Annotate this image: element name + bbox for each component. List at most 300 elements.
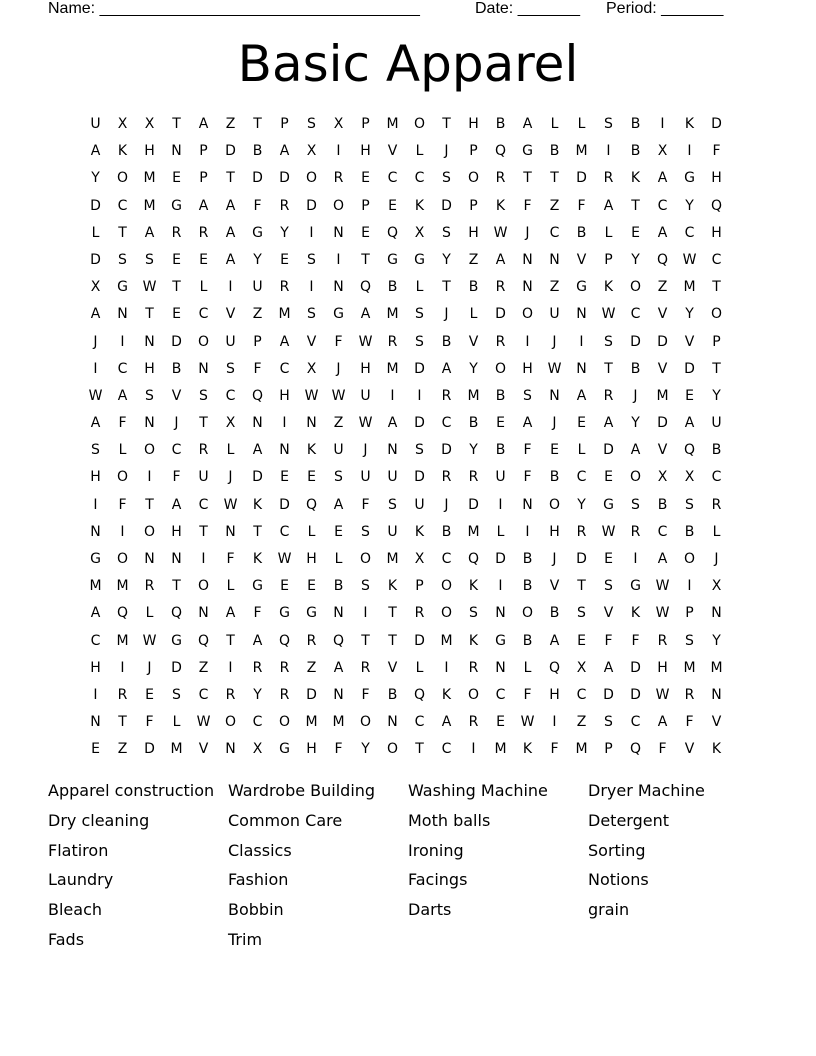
grid-letter: D <box>657 415 668 432</box>
grid-letter: H <box>279 387 290 404</box>
grid-letter: T <box>145 496 154 513</box>
grid-letter: A <box>252 632 263 649</box>
grid-letter: F <box>172 469 181 486</box>
grid-letter: S <box>442 224 451 241</box>
grid-letter: A <box>549 632 560 649</box>
grid-letter: H <box>90 659 101 676</box>
grid-letter: D <box>495 306 506 323</box>
grid-letter: I <box>444 659 449 676</box>
grid-letter: H <box>549 686 560 703</box>
grid-letter: E <box>604 469 613 486</box>
grid-letter: O <box>521 306 534 323</box>
grid-letter: R <box>711 496 722 513</box>
grid-letter: Y <box>469 360 478 377</box>
grid-letter: R <box>468 714 479 731</box>
grid-letter: D <box>630 333 641 350</box>
grid-letter: Q <box>251 387 264 404</box>
grid-letter: D <box>252 469 263 486</box>
grid-letter: S <box>172 686 181 703</box>
grid-letter: S <box>361 578 370 595</box>
grid-letter: W <box>655 605 670 622</box>
grid-letter: R <box>252 659 263 676</box>
grid-letter: I <box>93 496 98 513</box>
grid-letter: J <box>552 551 557 567</box>
grid-letter: V <box>657 360 668 377</box>
grid-letter: F <box>253 605 262 622</box>
grid-letter: R <box>279 279 290 296</box>
date-field-label: Date: _______ <box>475 0 580 17</box>
grid-letter: K <box>441 686 452 703</box>
grid-letter: B <box>252 143 263 160</box>
grid-letter: C <box>630 714 641 731</box>
grid-letter: A <box>171 496 182 513</box>
grid-letter: I <box>120 659 125 676</box>
grid-letter: O <box>197 578 210 595</box>
grid-letter: G <box>684 170 695 187</box>
grid-letter: T <box>361 251 370 268</box>
grid-letter: P <box>685 605 694 622</box>
grid-letter: K <box>495 197 506 214</box>
grid-letter: K <box>414 197 425 214</box>
grid-letter: B <box>333 578 344 595</box>
grid-letter: O <box>332 197 345 214</box>
grid-letter: O <box>548 496 561 513</box>
grid-letter: L <box>415 143 424 160</box>
grid-letter: R <box>468 659 479 676</box>
grid-letter: M <box>116 632 129 649</box>
grid-letter: C <box>441 551 452 567</box>
grid-letter: T <box>442 279 451 296</box>
grid-letter: E <box>280 251 289 268</box>
grid-letter: L <box>550 116 559 132</box>
grid-letter: R <box>441 469 452 486</box>
grid-letter: E <box>685 387 694 404</box>
grid-letter: I <box>687 143 692 160</box>
grid-letter: L <box>523 659 532 676</box>
grid-letter: X <box>333 116 344 132</box>
word-list <box>48 778 768 957</box>
grid-letter: B <box>495 116 506 132</box>
grid-letter: O <box>305 170 318 187</box>
grid-letter: E <box>604 551 613 567</box>
grid-letter: N <box>387 442 398 459</box>
grid-letter: A <box>252 442 263 459</box>
grid-letter: S <box>145 251 154 268</box>
grid-letter: O <box>359 714 372 731</box>
grid-letter: A <box>603 415 614 432</box>
grid-letter: R <box>360 659 371 676</box>
grid-letter: N <box>225 741 236 758</box>
grid-letter: G <box>252 224 263 241</box>
grid-letter: X <box>414 551 425 567</box>
grid-letter: I <box>579 333 584 350</box>
grid-letter: I <box>228 279 233 296</box>
grid-letter: N <box>522 496 533 513</box>
grid-letter: C <box>198 496 209 513</box>
grid-letter: W <box>358 333 373 350</box>
grid-letter: O <box>467 170 480 187</box>
grid-letter: R <box>171 224 182 241</box>
grid-letter: S <box>442 170 451 187</box>
grid-letter: R <box>414 605 425 622</box>
grid-letter: A <box>279 143 290 160</box>
grid-letter: F <box>145 714 154 731</box>
grid-letter: S <box>604 333 613 350</box>
grid-letter: I <box>120 523 125 540</box>
grid-letter: D <box>441 197 452 214</box>
grid-letter: M <box>683 279 696 296</box>
grid-letter: S <box>118 251 127 268</box>
grid-letter: C <box>549 224 560 241</box>
grid-letter: Y <box>631 415 640 432</box>
grid-letter: G <box>576 279 587 296</box>
grid-letter: K <box>414 523 425 540</box>
grid-letter: E <box>307 578 316 595</box>
grid-letter: A <box>522 415 533 432</box>
grid-letter: L <box>226 442 235 459</box>
grid-letter: D <box>414 469 425 486</box>
grid-letter: B <box>441 523 452 540</box>
grid-letter: V <box>657 306 668 323</box>
grid-letter: R <box>495 279 506 296</box>
grid-letter: K <box>468 632 479 649</box>
page-title: Basic Apparel <box>237 35 579 93</box>
grid-letter: Z <box>549 197 560 214</box>
grid-letter: Y <box>685 197 694 214</box>
grid-letter: T <box>631 197 640 214</box>
grid-letter: F <box>523 686 532 703</box>
grid-letter: K <box>522 741 533 758</box>
grid-letter: D <box>306 686 317 703</box>
grid-letter: B <box>630 360 641 377</box>
grid-letter: R <box>441 387 452 404</box>
grid-letter: M <box>332 714 345 731</box>
grid-letter: F <box>604 632 613 649</box>
grid-letter: D <box>576 170 587 187</box>
grid-letter: N <box>198 360 209 377</box>
grid-letter: Q <box>494 143 507 160</box>
grid-letter: S <box>307 306 316 323</box>
grid-letter: S <box>226 360 235 377</box>
grid-letter: T <box>388 632 397 649</box>
grid-letter: Q <box>629 741 642 758</box>
grid-letter: E <box>280 469 289 486</box>
grid-letter: S <box>523 387 532 404</box>
grid-letter: D <box>603 442 614 459</box>
word-list-item: Washing Machine <box>408 781 548 800</box>
grid-letter: N <box>522 279 533 296</box>
grid-letter: T <box>226 170 235 187</box>
grid-letter: W <box>520 714 535 731</box>
grid-letter: N <box>495 659 506 676</box>
grid-letter: D <box>414 360 425 377</box>
word-list-item: Bleach <box>48 900 103 920</box>
grid-letter: S <box>415 333 424 350</box>
grid-letter: Q <box>413 686 426 703</box>
grid-letter: O <box>494 360 507 377</box>
grid-letter: W <box>601 306 616 323</box>
grid-letter: U <box>360 387 371 404</box>
grid-letter: G <box>522 143 533 160</box>
grid-letter: Y <box>712 632 721 649</box>
grid-letter: W <box>601 523 616 540</box>
grid-letter: C <box>198 686 209 703</box>
grid-letter: O <box>224 714 237 731</box>
grid-letter: R <box>279 686 290 703</box>
period-field-label: Period: _______ <box>606 0 724 17</box>
grid-letter: F <box>550 741 559 758</box>
grid-letter: N <box>117 306 128 323</box>
grid-letter: D <box>279 496 290 513</box>
grid-letter: M <box>683 659 696 676</box>
grid-letter: Y <box>91 170 100 187</box>
grid-letter: H <box>171 523 182 540</box>
grid-letter: H <box>360 360 371 377</box>
grid-letter: A <box>90 143 101 160</box>
grid-letter: R <box>603 170 614 187</box>
grid-letter: R <box>495 170 506 187</box>
grid-letter: E <box>334 523 343 540</box>
grid-letter: F <box>712 143 721 160</box>
grid-letter: A <box>198 116 209 132</box>
grid-letter: C <box>279 523 290 540</box>
grid-letter: G <box>252 578 263 595</box>
grid-letter: R <box>279 659 290 676</box>
grid-letter: K <box>630 605 641 622</box>
grid-letter: J <box>363 442 368 459</box>
grid-letter: R <box>630 523 641 540</box>
grid-letter: P <box>361 197 370 214</box>
grid-letter: L <box>496 523 505 540</box>
grid-letter: H <box>549 523 560 540</box>
grid-letter: P <box>253 333 262 350</box>
grid-letter: N <box>495 605 506 622</box>
grid-letter: R <box>279 197 290 214</box>
grid-letter: C <box>90 632 101 649</box>
grid-letter: Y <box>253 251 262 268</box>
grid-letter: E <box>496 415 505 432</box>
grid-letter: A <box>387 415 398 432</box>
grid-letter: D <box>90 197 101 214</box>
grid-letter: X <box>252 741 263 758</box>
grid-letter: N <box>144 333 155 350</box>
grid-letter: Y <box>280 224 289 241</box>
grid-letter: J <box>633 387 638 404</box>
grid-letter: X <box>684 469 695 486</box>
grid-letter: A <box>657 551 668 567</box>
grid-letter: R <box>576 523 587 540</box>
grid-letter: P <box>712 333 721 350</box>
grid-letter: A <box>225 251 236 268</box>
grid-letter: M <box>386 551 399 567</box>
grid-letter: H <box>711 224 722 241</box>
grid-letter: S <box>604 714 613 731</box>
grid-letter: K <box>603 279 614 296</box>
grid-letter: L <box>118 442 127 459</box>
grid-letter: D <box>414 632 425 649</box>
grid-letter: E <box>361 170 370 187</box>
grid-letter: F <box>253 360 262 377</box>
grid-letter: Y <box>577 496 586 513</box>
grid-letter: F <box>226 551 235 567</box>
grid-letter: T <box>577 578 586 595</box>
grid-letter: T <box>226 632 235 649</box>
grid-letter: S <box>91 442 100 459</box>
grid-letter: Z <box>198 659 209 676</box>
grid-letter: F <box>361 496 370 513</box>
grid-letter: G <box>90 551 101 567</box>
grid-letter: I <box>633 551 638 567</box>
grid-letter: A <box>225 197 236 214</box>
grid-letter: A <box>90 415 101 432</box>
grid-letter: B <box>576 224 587 241</box>
grid-letter: R <box>198 442 209 459</box>
grid-letter: C <box>414 714 425 731</box>
grid-letter: Q <box>710 197 723 214</box>
grid-letter: T <box>145 306 154 323</box>
grid-letter: C <box>495 686 506 703</box>
grid-letter: J <box>336 360 341 377</box>
grid-letter: T <box>172 116 181 132</box>
grid-letter: D <box>468 496 479 513</box>
grid-letter: S <box>361 523 370 540</box>
grid-letter: E <box>496 714 505 731</box>
grid-letter: C <box>684 224 695 241</box>
grid-letter: Q <box>278 632 291 649</box>
grid-letter: T <box>253 523 262 540</box>
grid-letter: H <box>306 551 317 567</box>
grid-letter: O <box>413 116 426 132</box>
grid-letter: O <box>143 523 156 540</box>
grid-letter: I <box>336 143 341 160</box>
grid-letter: V <box>198 741 209 758</box>
name-field-label: Name: ____________________________________ <box>48 0 420 17</box>
word-list-item: Darts <box>408 900 452 920</box>
grid-letter: T <box>712 360 721 377</box>
grid-letter: L <box>415 659 424 676</box>
grid-letter: B <box>441 333 452 350</box>
grid-letter: I <box>525 523 530 540</box>
grid-letter: O <box>359 551 372 567</box>
grid-letter: N <box>144 551 155 567</box>
grid-letter: D <box>144 741 155 758</box>
grid-letter: I <box>390 387 395 404</box>
grid-letter: R <box>333 170 344 187</box>
grid-letter: F <box>631 632 640 649</box>
grid-letter: W <box>358 415 373 432</box>
grid-letter: N <box>198 605 209 622</box>
grid-letter: P <box>469 143 478 160</box>
grid-letter: H <box>657 659 668 676</box>
grid-letter: O <box>629 279 642 296</box>
grid-letter: L <box>91 224 100 241</box>
grid-letter: E <box>577 415 586 432</box>
grid-letter: W <box>331 387 346 404</box>
grid-letter: F <box>118 496 127 513</box>
grid-letter: D <box>171 659 182 676</box>
grid-letter: M <box>170 741 183 758</box>
grid-letter: A <box>360 306 371 323</box>
grid-letter: U <box>252 279 263 296</box>
grid-letter: X <box>414 224 425 241</box>
grid-letter: M <box>710 659 723 676</box>
word-list-item: Bobbin <box>228 900 284 920</box>
grid-letter: Q <box>170 605 183 622</box>
grid-letter: V <box>171 387 182 404</box>
grid-letter: U <box>333 442 344 459</box>
grid-letter: Z <box>306 659 317 676</box>
grid-letter: P <box>361 116 370 132</box>
grid-letter: X <box>657 143 668 160</box>
grid-letter: Y <box>469 442 478 459</box>
grid-letter: F <box>118 415 127 432</box>
grid-letter: K <box>306 442 317 459</box>
grid-letter: O <box>629 469 642 486</box>
grid-letter: S <box>577 605 586 622</box>
grid-letter: S <box>469 605 478 622</box>
grid-letter: H <box>468 224 479 241</box>
grid-letter: G <box>495 632 506 649</box>
grid-letter: C <box>441 741 452 758</box>
grid-letter: X <box>576 659 587 676</box>
grid-letter: H <box>360 143 371 160</box>
grid-letter: O <box>683 551 696 567</box>
grid-letter: I <box>147 469 152 486</box>
grid-letter: G <box>171 197 182 214</box>
grid-letter: B <box>387 279 398 296</box>
grid-letter: K <box>711 741 722 758</box>
grid-letter: E <box>91 741 100 758</box>
grid-letter: D <box>441 442 452 459</box>
grid-letter: B <box>522 551 533 567</box>
grid-letter: V <box>684 741 695 758</box>
grid-letter: C <box>252 714 263 731</box>
grid-letter: I <box>201 551 206 567</box>
grid-letter: C <box>225 387 236 404</box>
grid-letter: O <box>143 442 156 459</box>
grid-letter: N <box>549 387 560 404</box>
grid-letter: A <box>225 224 236 241</box>
grid-letter: I <box>309 279 314 296</box>
grid-letter: N <box>333 279 344 296</box>
grid-letter: B <box>522 578 533 595</box>
grid-letter: A <box>90 306 101 323</box>
grid-letter: L <box>226 578 235 595</box>
grid-letter: M <box>440 632 453 649</box>
grid-letter: M <box>386 116 399 132</box>
grid-letter: V <box>387 659 398 676</box>
grid-letter: J <box>444 496 449 513</box>
grid-letter: C <box>576 469 587 486</box>
grid-letter: T <box>118 714 127 731</box>
grid-letter: I <box>498 496 503 513</box>
grid-letter: C <box>630 306 641 323</box>
grid-letter: W <box>142 279 157 296</box>
grid-letter: T <box>172 279 181 296</box>
grid-letter: R <box>603 387 614 404</box>
grid-letter: N <box>333 224 344 241</box>
grid-letter: A <box>495 251 506 268</box>
grid-letter: D <box>576 551 587 567</box>
grid-letter: Z <box>225 116 236 132</box>
grid-letter: P <box>199 143 208 160</box>
grid-letter: J <box>525 224 530 241</box>
grid-letter: J <box>444 306 449 323</box>
grid-letter: C <box>198 306 209 323</box>
grid-letter: W <box>547 360 562 377</box>
grid-letter: V <box>306 333 317 350</box>
grid-letter: O <box>116 469 129 486</box>
